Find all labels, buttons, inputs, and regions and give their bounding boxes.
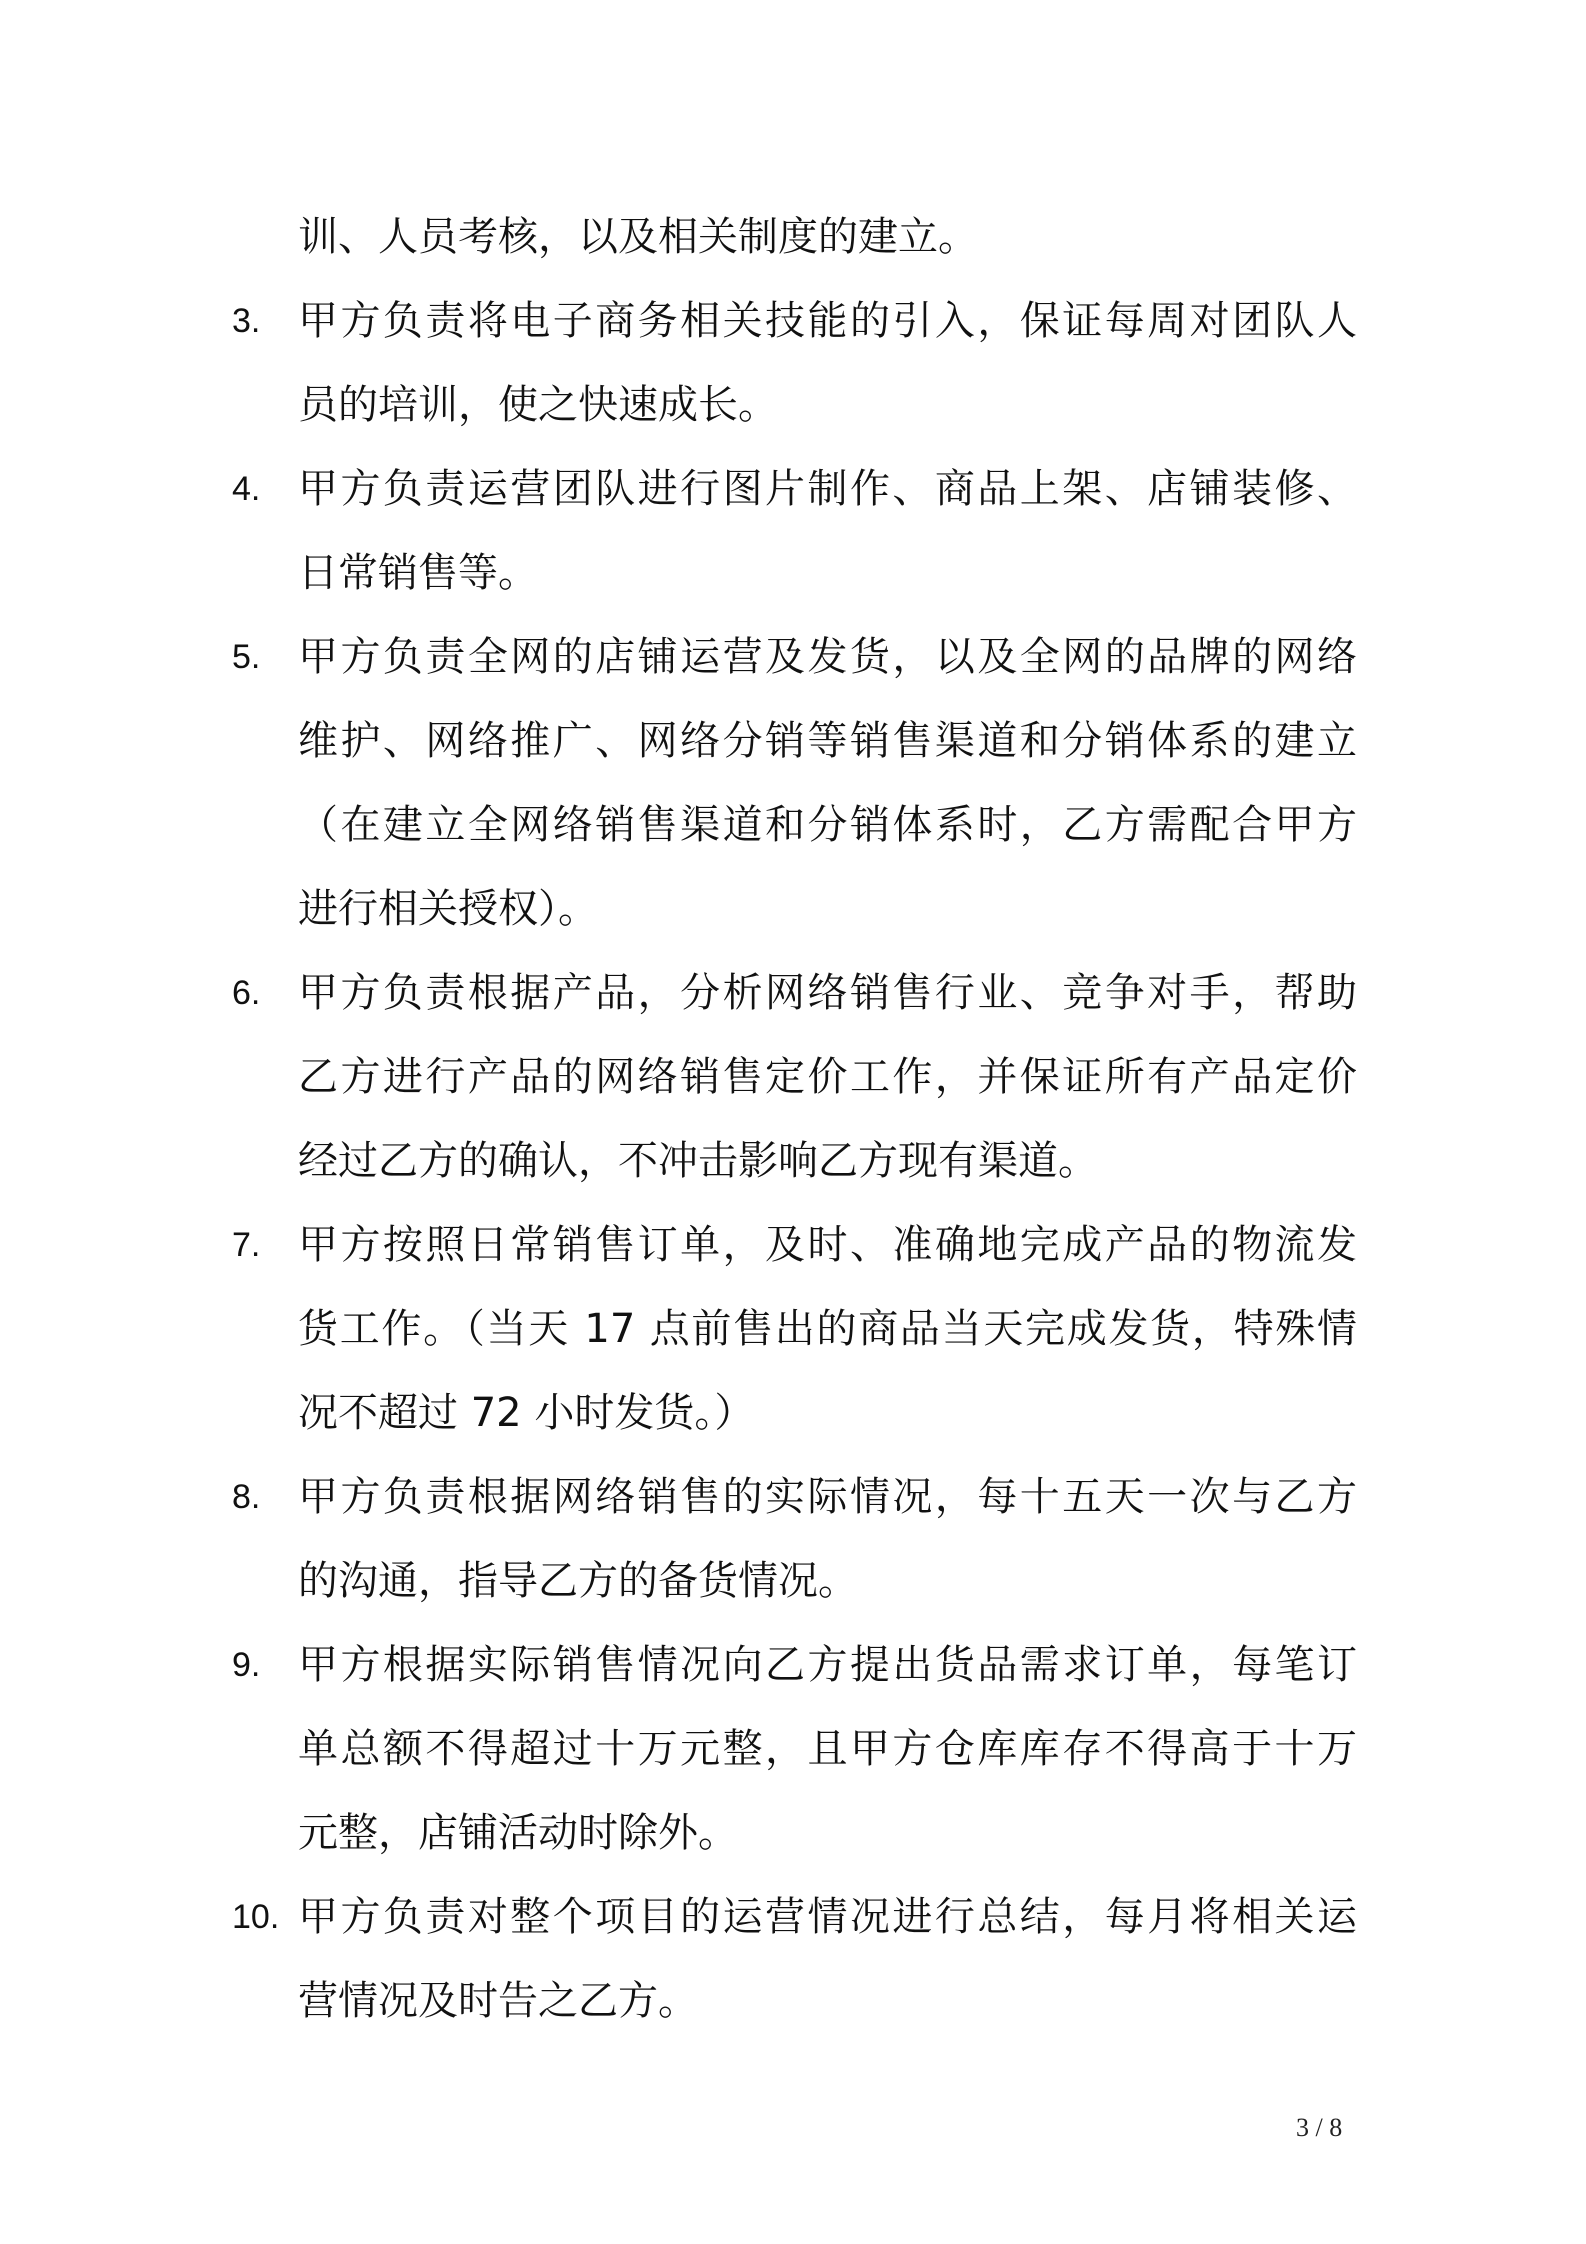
list-item-line: 甲方根据实际销售情况向乙方提出货品需求订单，每笔订 (298, 1642, 1357, 1688)
list-item-line: 的沟通，指导乙方的备货情况。 (298, 1558, 858, 1604)
list-item-7 (232, 1203, 1357, 1455)
list-item-10 (232, 1875, 1357, 2043)
list-item-number: 7. (232, 1226, 261, 1264)
list-item-line: 经过乙方的确认，不冲击影响乙方现有渠道。 (298, 1138, 1098, 1184)
list-item-line: 甲方负责根据产品，分析网络销售行业、竞争对手，帮助 (298, 970, 1357, 1016)
list-item-line: 甲方负责根据网络销售的实际情况，每十五天一次与乙方 (298, 1474, 1357, 1520)
list-item-line: 况不超过 72 小时发货。） (298, 1390, 755, 1436)
list-item-line: 营情况及时告之乙方。 (298, 1978, 698, 2024)
list-item-line: 维护、网络推广、网络分销等销售渠道和分销体系的建立 (298, 718, 1357, 764)
list-item-line: 进行相关授权）。 (298, 886, 598, 932)
list-item-line: 日常销售等。 (298, 550, 538, 596)
list-item-line: 甲方负责全网的店铺运营及发货，以及全网的品牌的网络 (298, 634, 1357, 680)
list-item-number: 4. (232, 470, 261, 508)
list-item-number: 8. (232, 1478, 261, 1516)
list-item-line: 元整，店铺活动时除外。 (298, 1810, 738, 1856)
list-item-number: 10. (232, 1898, 280, 1936)
list-item-line: 甲方负责将电子商务相关技能的引入，保证每周对团队人 (298, 298, 1357, 344)
list-item-line: 甲方负责运营团队进行图片制作、商品上架、店铺装修、 (298, 466, 1357, 512)
list-item-9 (232, 1623, 1357, 1875)
list-item-number: 5. (232, 638, 261, 676)
list-item-number: 3. (232, 302, 261, 340)
list-item-line: 乙方进行产品的网络销售定价工作，并保证所有产品定价 (298, 1054, 1357, 1100)
document-body (232, 195, 1357, 2043)
list-item-line: 甲方按照日常销售订单，及时、准确地完成产品的物流发 (298, 1222, 1357, 1268)
list-item-line: 单总额不得超过十万元整，且甲方仓库库存不得高于十万 (298, 1726, 1357, 1772)
list-item-line: 员的培训，使之快速成长。 (298, 382, 778, 428)
continuation-line: 训、人员考核，以及相关制度的建立。 (298, 214, 978, 260)
list-item-5 (232, 615, 1357, 951)
page-number: 3 / 8 (1296, 2113, 1343, 2142)
list-item-3 (232, 279, 1357, 447)
list-item-line: 甲方负责对整个项目的运营情况进行总结，每月将相关运 (298, 1894, 1357, 1940)
list-item-6 (232, 951, 1357, 1203)
list-item-line: （在建立全网络销售渠道和分销体系时，乙方需配合甲方 (298, 802, 1357, 848)
list-item-line: 货工作。（当天 17 点前售出的商品当天完成发货，特殊情 (298, 1306, 1357, 1352)
list-item-8 (232, 1455, 1357, 1623)
list-item-number: 9. (232, 1646, 261, 1684)
list-item-4 (232, 447, 1357, 615)
list-item-number: 6. (232, 974, 261, 1012)
continuation-paragraph (232, 195, 1357, 279)
